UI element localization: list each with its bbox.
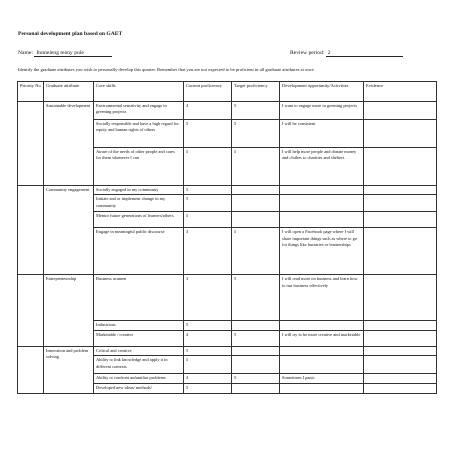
evidence-cell	[364, 374, 437, 383]
target-proficiency-cell	[232, 346, 280, 355]
table-header-row	[18, 82, 437, 102]
name-value: Itumeleng tenny pule	[34, 50, 112, 57]
development-activity-cell	[280, 195, 364, 212]
development-activity-cell	[280, 356, 364, 374]
graduate-attribute-cell: Sustainable development	[44, 102, 94, 186]
current-proficiency-cell: 5	[184, 120, 232, 148]
table-row	[18, 275, 437, 321]
evidence-cell	[364, 148, 437, 186]
table-body	[18, 102, 437, 394]
development-plan-table	[17, 81, 437, 394]
core-skill-cell: Environmental sensitivity and engage in greening projects	[94, 102, 184, 120]
evidence-cell	[364, 195, 437, 212]
current-proficiency-cell: 3	[184, 275, 232, 321]
name-label: Name:	[18, 50, 33, 56]
target-proficiency-cell: 5	[232, 374, 280, 383]
evidence-cell	[364, 212, 437, 228]
development-activity-cell	[280, 383, 364, 393]
evidence-cell	[364, 346, 437, 355]
development-activity-cell: I will help more people and donate money and clothes to charities and shelters	[280, 148, 364, 186]
development-activity-cell: I will try to be more creative and marketable	[280, 330, 364, 346]
current-proficiency-cell: 5	[184, 321, 232, 330]
graduate-attribute-cell: Community engagement	[44, 186, 94, 275]
target-proficiency-cell: 5	[232, 102, 280, 120]
priority-cell	[18, 275, 44, 346]
evidence-cell	[364, 102, 437, 120]
target-proficiency-cell	[232, 383, 280, 393]
priority-cell	[18, 102, 44, 186]
evidence-cell	[364, 120, 437, 148]
evidence-cell	[364, 321, 437, 330]
evidence-cell	[364, 228, 437, 275]
priority-cell	[18, 346, 44, 393]
target-proficiency-cell	[232, 212, 280, 228]
document-title: Personal development plan based on GAET	[18, 31, 123, 37]
header-priority: Priority No	[18, 82, 44, 102]
target-proficiency-cell: 5	[232, 120, 280, 148]
target-proficiency-cell	[232, 356, 280, 374]
development-activity-cell	[280, 186, 364, 195]
evidence-cell	[364, 186, 437, 195]
target-proficiency-cell	[232, 186, 280, 195]
core-skill-cell: Socially responsible and have a high regard for equity and human rights of others	[94, 120, 184, 148]
development-activity-cell	[280, 212, 364, 228]
core-skill-cell: Ability to confront unfamiliar problems	[94, 374, 184, 383]
current-proficiency-cell: 5	[184, 195, 232, 212]
review-period-label: Review period:	[290, 50, 325, 56]
development-activity-cell: I want to engage more in greening projects	[280, 102, 364, 120]
current-proficiency-cell: 4	[184, 374, 232, 383]
development-activity-cell: Sometimes I panic	[280, 374, 364, 383]
current-proficiency-cell: 4	[184, 330, 232, 346]
header-target-proficiency: Target proficiency	[232, 82, 280, 102]
instructions-text: Identify the graduate attributes you wish to personally develop this quarter. Remember that you are not expected to be proficient in all graduate attributes at once.	[18, 67, 315, 72]
name-line	[18, 50, 112, 57]
current-proficiency-cell: 5	[184, 148, 232, 186]
core-skill-cell: Developed new ideas/ methods/	[94, 383, 184, 393]
core-skill-cell: Socially engaged in my community	[94, 186, 184, 195]
graduate-attribute-cell: Entrepreneurship	[44, 275, 94, 346]
target-proficiency-cell: 5	[232, 330, 280, 346]
header-core-skills: Core skills	[94, 82, 184, 102]
development-activity-cell: I will open a Facebook page where I will share important things such as where to go for things like bursaries or learnerships	[280, 228, 364, 275]
header-current-proficiency: Current proficiency	[184, 82, 232, 102]
current-proficiency-cell: 5	[184, 346, 232, 355]
review-period-value: 2	[326, 50, 403, 57]
table-row	[18, 102, 437, 120]
development-activity-cell: I will read more on business and learn how to run business effectively	[280, 275, 364, 321]
current-proficiency-cell: 5	[184, 186, 232, 195]
priority-cell	[18, 186, 44, 275]
evidence-cell	[364, 383, 437, 393]
core-skill-cell: Initiate and or implement change in my community	[94, 195, 184, 212]
evidence-cell	[364, 330, 437, 346]
core-skill-cell: Business acumen	[94, 275, 184, 321]
core-skill-cell: Critical and creative	[94, 346, 184, 355]
target-proficiency-cell: 5	[232, 275, 280, 321]
graduate-attribute-cell: Innovation and problem solving	[44, 346, 94, 393]
core-skill-cell: Mentor future generations of learners/others	[94, 212, 184, 228]
development-activity-cell: I will be consistent	[280, 120, 364, 148]
review-period-line	[290, 50, 403, 57]
core-skill-cell: Marketable / creative	[94, 330, 184, 346]
table-row	[18, 346, 437, 355]
current-proficiency-cell: 5	[184, 383, 232, 393]
core-skill-cell: Engage in meaningful public discourse	[94, 228, 184, 275]
evidence-cell	[364, 275, 437, 321]
development-activity-cell	[280, 321, 364, 330]
target-proficiency-cell	[232, 321, 280, 330]
current-proficiency-cell: 4	[184, 102, 232, 120]
core-skill-cell: Ability to link knowledge and apply it in different contexts	[94, 356, 184, 374]
core-skill-cell: Aware of the needs of other people and cares for them whenever I can	[94, 148, 184, 186]
core-skill-cell: Industrious	[94, 321, 184, 330]
header-evidence: Evidence	[364, 82, 437, 102]
development-activity-cell	[280, 346, 364, 355]
table-row	[18, 186, 437, 195]
target-proficiency-cell: 5	[232, 148, 280, 186]
current-proficiency-cell: 5	[184, 356, 232, 374]
header-graduate-attribute: Graduate attribute	[44, 82, 94, 102]
target-proficiency-cell: 5	[232, 228, 280, 275]
current-proficiency-cell: 3	[184, 228, 232, 275]
header-development-opportunity: Development opportunity/Activities	[280, 82, 364, 102]
target-proficiency-cell	[232, 195, 280, 212]
evidence-cell	[364, 356, 437, 374]
current-proficiency-cell: 5	[184, 212, 232, 228]
